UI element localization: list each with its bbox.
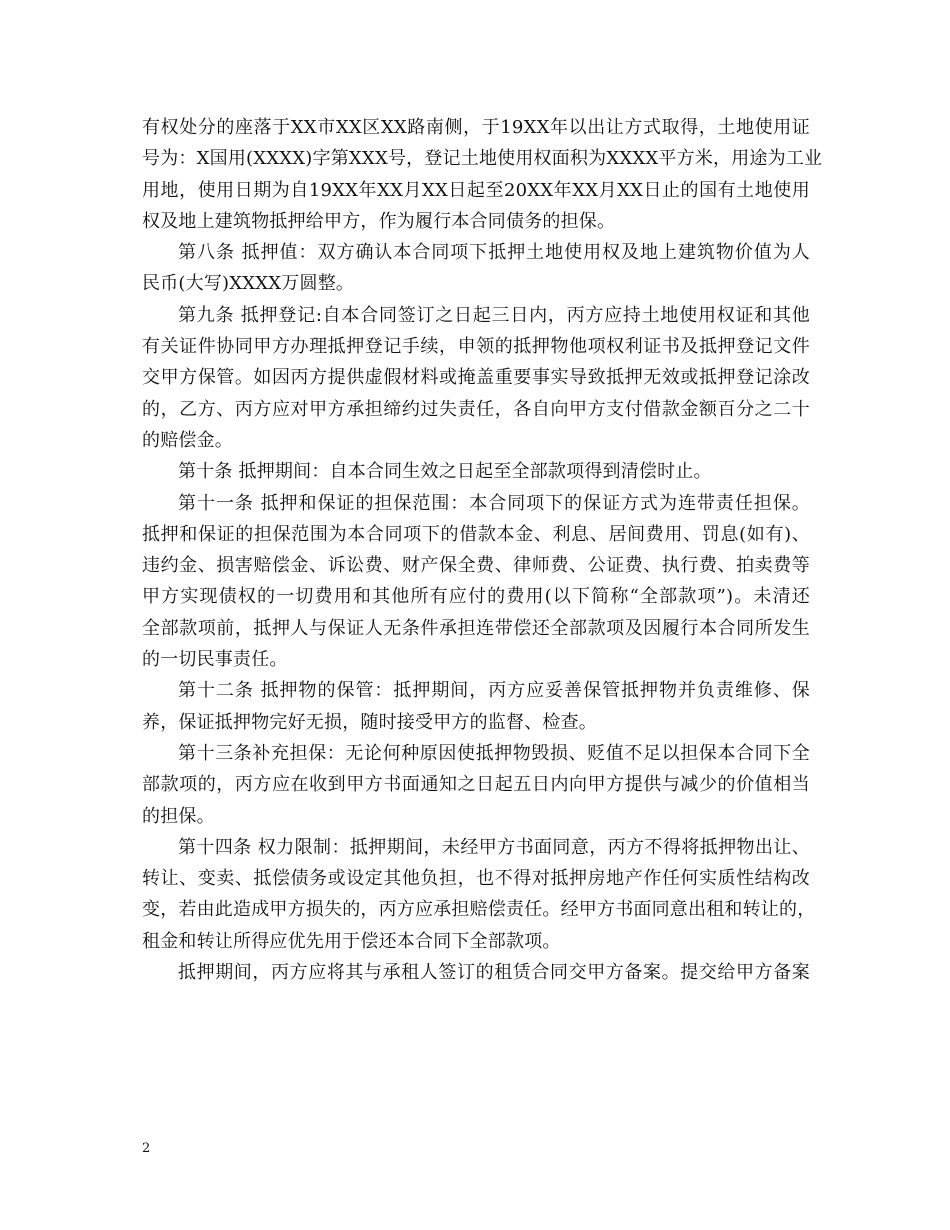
text-line: 抵押期间，丙方应将其与承租人签订的租赁合同交甲方备案。提交给甲方备案 [178,962,810,984]
text-line: 的担保。 [142,805,215,827]
text-line: 交甲方保管。如因丙方提供虚假材料或掩盖重要事实导致抵押无效或抵押登记涂改 [142,367,810,389]
text-line: 民币(大写)XXXX万圆整。 [142,273,355,295]
text-line: 第十四条 权力限制：抵押期间，未经甲方书面同意，丙方不得将抵押物出让、 [178,836,810,858]
text-line: 的一切民事责任。 [142,649,288,671]
text-line: 第八条 抵押值：双方确认本合同项下抵押土地使用权及地上建筑物价值为人 [178,242,810,264]
page-number: 2 [142,1141,151,1156]
text-line: 甲方实现债权的一切费用和其他所有应付的费用(以下简称“全部款项”)。未清还 [142,586,810,608]
text-line: 的赔偿金。 [142,429,233,451]
text-line: 第十三条补充担保：无论何种原因使抵押物毁损、贬值不足以担保本合同下全 [178,742,810,764]
text-line: 转让、变卖、抵偿债务或设定其他负担，也不得对抵押房地产作任何实质性结构改 [142,868,810,890]
document-body [142,112,823,988]
text-line: 第十二条 抵押物的保管：抵押期间，丙方应妥善保管抵押物并负责维修、保 [178,680,810,702]
text-line: 有权处分的座落于XX市XX区XX路南侧，于19XX年以出让方式取得，土地使用证 [142,117,810,138]
text-line: 租金和转让所得应优先用于偿还本合同下全部款项。 [142,930,561,952]
text-line: 第九条 抵押登记:自本合同签订之日起三日内，丙方应持土地使用权证和其他 [178,304,810,326]
text-line: 号为：X国用(XXXX)字第XXX号，登记土地使用权面积为XXXX平方米，用途为工业 [142,148,823,170]
text-line: 有关证件协同甲方办理抵押登记手续，申领的抵押物他项权利证书及抵押登记文件 [142,336,810,358]
text-line: 养，保证抵押物完好无损，随时接受甲方的监督、检查。 [142,711,597,733]
text-line: 第十条 抵押期间：自本合同生效之日起至全部款项得到清偿时止。 [178,461,712,483]
text-line: 权及地上建筑物抵押给甲方，作为履行本合同债务的担保。 [142,210,616,232]
text-line: 的，乙方、丙方应对甲方承担缔约过失责任，各自向甲方支付借款金额百分之二十 [142,398,810,420]
text-line: 用地，使用日期为自19XX年XX月XX日起至20XX年XX月XX日止的国有土地使用 [142,179,810,201]
text-line: 抵押和保证的担保范围为本合同项下的借款本金、利息、居间费用、罚息(如有)、 [142,523,810,545]
text-line: 第十一条 抵押和保证的担保范围：本合同项下的保证方式为连带责任担保。 [178,492,810,514]
text-line: 变，若由此造成甲方损失的，丙方应承担赔偿责任。经甲方书面同意出租和转让的， [142,899,816,921]
text-line: 全部款项前，抵押人与保证人无条件承担连带偿还全部款项及因履行本合同所发生 [142,617,810,639]
text-line: 部款项的，丙方应在收到甲方书面通知之日起五日内向甲方提供与减少的价值相当 [142,774,810,796]
text-line: 违约金、损害赔偿金、诉讼费、财产保全费、律师费、公证费、执行费、拍卖费等 [142,555,810,577]
